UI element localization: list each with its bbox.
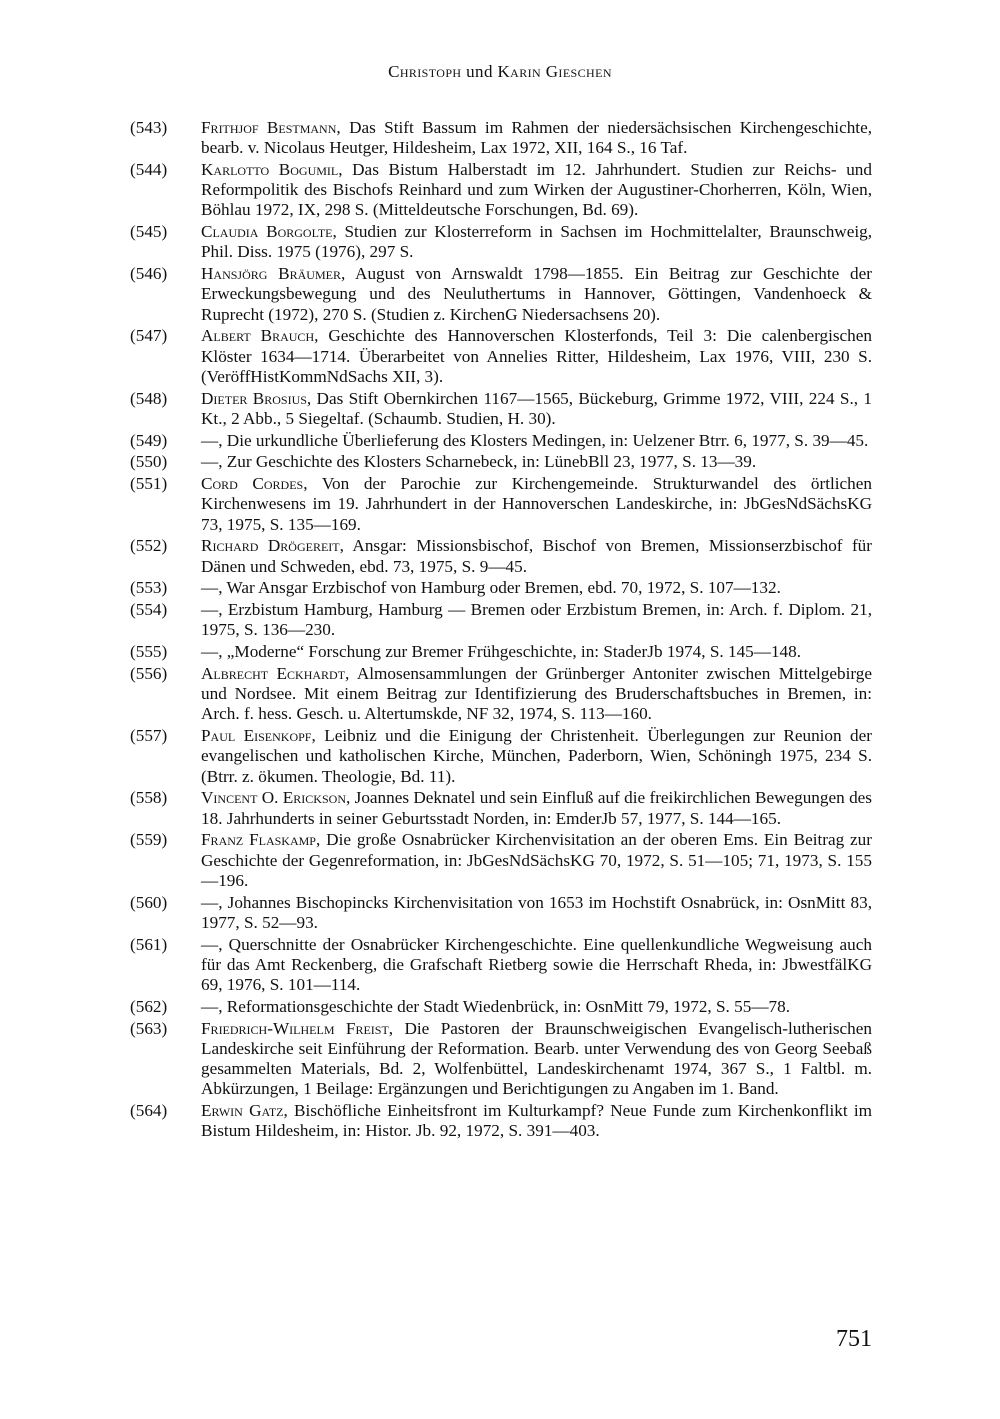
entry-number: (559) [130,830,168,850]
entry-number: (546) [130,264,168,284]
bibliography-entry [130,578,872,598]
entry-author: Albert Brauch [201,326,315,346]
entry-author: Erwin Gatz [201,1101,284,1121]
bibliography-entry [130,1019,872,1100]
entry-number: (550) [130,452,168,472]
entry-author: Frithjof Bestmann [201,118,337,137]
entry-text: , Das Bistum Halberstadt im 12. Jahrhundert. Studien zur Reichs- und Reformpolitik des Bischofs Reinhard und zum Wirken der Augustiner-Chorherren, Köln, Wien, Böhlau 1972, IX, 298 S. (Mitteldeutsche Forschungen, Bd. 69). [201,160,872,220]
bibliography-entry [130,997,872,1017]
entry-text: , Die große Osnabrücker Kirchenvisitation an der oberen Ems. Ein Beitrag zur Geschichte der Gegenreformation, in: JbGesNdSächsKG 70, 1972, S. 51—105; 71, 1973, S. 155—196. [201,830,872,890]
entry-number: (551) [130,474,168,494]
entry-author: Paul Eisenkopf [201,726,312,746]
entry-text: —, „Moderne“ Forschung zur Bremer Frühgeschichte, in: StaderJb 1974, S. 145—148. [201,642,802,662]
bibliography-entry [130,160,872,221]
entry-number: (549) [130,430,168,450]
entry-text: —, Johannes Bischopincks Kirchenvisitation von 1653 im Hochstift Osnabrück, in: OsnMitt 83, 1977, S. 52—93. [201,892,872,932]
bibliography-entry [130,474,872,535]
entry-text: —, War Ansgar Erzbischof von Hamburg oder Bremen, ebd. 70, 1972, S. 107—132. [201,578,781,598]
entry-text: —, Erzbistum Hamburg, Hamburg — Bremen oder Erzbistum Bremen, in: Arch. f. Diplom. 21, 1975, S. 136—230. [201,600,872,640]
entry-author: Cord Cordes [201,474,304,494]
entry-number: (547) [130,326,168,346]
running-head-author1: Christoph [388,62,462,81]
bibliography-entry [130,264,872,325]
bibliography-entry [130,830,872,891]
entry-author: Dieter Brosius [201,388,307,408]
bibliography-list [130,118,872,1143]
entry-number: (558) [130,788,168,808]
entry-text: , Leibniz und die Einigung der Christenheit. Überlegungen zur Reunion der evangelischen und katholischen Kirche, München, Paderborn, Wien, Schöningh 1975, 234 S. (Btrr. z. ökumen. Theologie, Bd. 11). [201,726,872,786]
entry-text: —, Reformationsgeschichte der Stadt Wiedenbrück, in: OsnMitt 79, 1972, S. 55—78. [201,996,791,1016]
bibliography-entry [130,788,872,828]
bibliography-entry [130,118,872,158]
entry-number: (556) [130,664,168,683]
bibliography-entry [130,1101,872,1141]
entry-text: , Joannes Deknatel und sein Einfluß auf die freikirchlichen Bewegungen des 18. Jahrhunderts in seiner Geburtsstadt Norden, in: EmderJb 57, 1977, S. 144—165. [201,788,872,828]
bibliography-entry [130,536,872,576]
bibliography-entry [130,726,872,787]
entry-author: Karlotto Bogumil [201,160,339,179]
entry-number: (552) [130,536,168,556]
entry-text: , Das Stift Obernkirchen 1167—1565, Bückeburg, Grimme 1972, VIII, 224 S., 1 Kt., 2 Abb., 5 Siegeltaf. (Schaumb. Studien, H. 30). [201,388,872,428]
entry-text: —, Die urkundliche Überlieferung des Klosters Medingen, in: Uelzener Btrr. 6, 1977, S. 39—45. [201,430,869,450]
entry-number: (548) [130,388,168,408]
bibliography-entry [130,935,872,996]
entry-number: (557) [130,726,168,746]
entry-text: , Das Stift Bassum im Rahmen der niedersächsischen Kirchengeschichte, bearb. v. Nicolaus Heutger, Hildesheim, Lax 1972, XII, 164 S., 16 Taf. [201,118,872,158]
entry-author: Richard Drögereit [201,536,340,556]
entry-author: Hansjörg Bräumer [201,264,341,284]
bibliography-entry [130,893,872,933]
bibliography-entry [130,642,872,662]
entry-number: (561) [130,934,168,954]
entry-number: (560) [130,892,168,912]
entry-text: , Die Pastoren der Braunschweigischen Evangelisch-lutherischen Landeskirche seit Einführung der Reformation. Bearb. unter Verwendung des von Georg Seebaß gesammelten Materials, Bd. 2, Wolfenbüttel, Landeskirchenamt 1974, 367 S., 1 Faltbl. m. Abkürzungen, 1 Beilage: Ergänzungen und Berichtigungen zu Angaben im 1. Band. [201,1018,872,1099]
entry-text: —, Querschnitte der Osnabrücker Kirchengeschichte. Eine quellenkundliche Wegweisung auch für das Amt Reckenberg, die Grafschaft Rietberg sowie die Herrschaft Rheda, in: JbwestfälKG 69, 1976, S. 101—114. [201,934,872,995]
entry-author: Albrecht Eckhardt [201,664,346,683]
entry-number: (543) [130,118,168,137]
entry-number: (563) [130,1018,168,1038]
entry-number: (564) [130,1101,168,1121]
entry-text: , Ansgar: Missionsbischof, Bischof von Bremen, Missionserzbischof für Dänen und Schweden, ebd. 73, 1975, S. 9—45. [201,536,872,576]
entry-number: (544) [130,160,168,179]
entry-author: Claudia Borgolte [201,222,333,242]
entry-text: , Studien zur Klosterreform in Sachsen im Hochmittelalter, Braunschweig, Phil. Diss. 1975 (1976), 297 S. [201,222,873,262]
entry-text: , Geschichte des Hannoverschen Klosterfonds, Teil 3: Die calenbergischen Klöster 1634—1714. Überarbeitet von Annelies Ritter, Hildesheim, Lax 1976, VIII, 230 S. (VeröffHistKommNdSachs XII, 3). [201,326,872,386]
bibliography-entry [130,600,872,640]
entry-author: Franz Flaskamp [201,830,316,850]
bibliography-entry [130,222,872,262]
entry-text: , August von Arnswaldt 1798—1855. Ein Beitrag zur Geschichte der Erweckungsbewegung und des Neuluthertums in Hannover, Göttingen, Vandenhoeck & Ruprecht (1972), 270 S. (Studien z. KirchenG Niedersachsens 20). [201,264,872,324]
bibliography-entry [130,664,872,725]
bibliography-entry [130,389,872,429]
entry-author: Vincent O. Erickson [201,788,346,808]
entry-text: , Bischöfliche Einheitsfront im Kulturkampf? Neue Funde zum Kirchenkonflikt im Bistum Hildesheim, in: Histor. Jb. 92, 1972, S. 391—403. [201,1101,872,1141]
bibliography-entry [130,431,872,451]
bibliography-entry [130,326,872,387]
entry-number: (545) [130,222,168,242]
entry-text: , Von der Parochie zur Kirchengemeinde. Strukturwandel des örtlichen Kirchenwesens im 19. Jahrhundert in der Hannoverschen Landeskirche, in: JbGesNdSächsKG 73, 1975, S. 135—169. [201,474,873,534]
entry-text: —, Zur Geschichte des Klosters Scharnebeck, in: LünebBll 23, 1977, S. 13—39. [201,452,757,472]
bibliography-entry [130,452,872,472]
entry-author: Friedrich-Wilhelm Freist [201,1018,389,1038]
entry-number: (553) [130,578,168,598]
entry-number: (555) [130,642,168,662]
running-head-author2: Karin Gieschen [497,62,612,81]
running-head-conjunction: und [466,62,493,81]
running-head [0,62,1000,82]
entry-number: (562) [130,996,168,1016]
entry-number: (554) [130,600,168,620]
entry-text: , Almosensammlungen der Grünberger Antoniter zwischen Mittelgebirge und Nordsee. Mit einem Beitrag zur Identifizierung des Bruderschaftsbuches in Bremen, in: Arch. f. hess. Gesch. u. Altertumskde, NF 32, 1974, S. 113—160. [201,664,872,724]
page-number: 751 [836,1326,872,1352]
